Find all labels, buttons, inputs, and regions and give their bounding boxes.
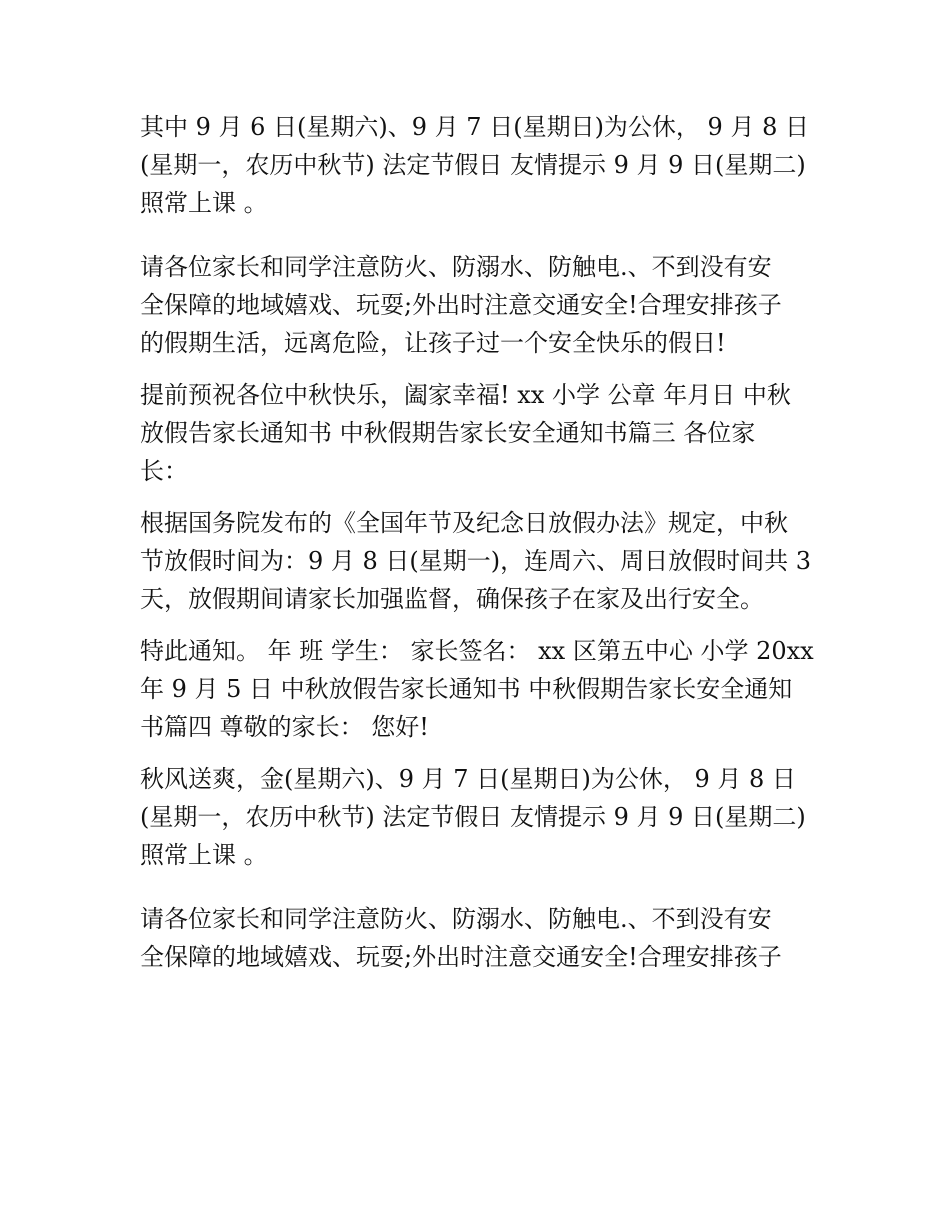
paragraph-greeting-and-section-three [140, 376, 820, 490]
text-line: 长： [140, 457, 188, 485]
paragraph-autumn-schedule [140, 760, 820, 874]
document-body [140, 108, 820, 976]
paragraph-safety-reminder-repeat [140, 900, 820, 976]
text-line: 照常上课 。 [140, 841, 268, 869]
paragraph-holiday-schedule [140, 108, 820, 222]
text-line: 秋风送爽，金(星期六)、9 月 7 日(星期日)为公休， 9 月 8 日 [140, 765, 796, 793]
text-line: 书篇四 尊敬的家长： 您好! [140, 713, 429, 741]
text-line: 的假期生活，远离危险，让孩子过一个安全快乐的假日! [140, 329, 726, 357]
text-line: (星期一，农历中秋节) 法定节假日 友情提示 9 月 9 日(星期二) [140, 151, 806, 179]
text-line: 特此通知。 年 班 学生： 家长签名： xx 区第五中心 小学 20xx [140, 637, 814, 665]
text-line: 请各位家长和同学注意防火、防溺水、防触电.、不到没有安 [140, 905, 772, 933]
text-line: 根据国务院发布的《全国年节及纪念日放假办法》规定，中秋 [140, 509, 788, 537]
text-line: 照常上课 。 [140, 189, 268, 217]
paragraph-state-council-rules [140, 504, 820, 618]
text-line: 年 9 月 5 日 中秋放假告家长通知书 中秋假期告家长安全通知 [140, 675, 793, 703]
paragraph-safety-reminder [140, 248, 820, 362]
text-line: 全保障的地域嬉戏、玩耍;外出时注意交通安全!合理安排孩子 [140, 943, 782, 971]
text-line: 放假告家长通知书 中秋假期告家长安全通知书篇三 各位家 [140, 419, 756, 447]
text-line: 全保障的地域嬉戏、玩耍;外出时注意交通安全!合理安排孩子 [140, 291, 782, 319]
text-line: (星期一，农历中秋节) 法定节假日 友情提示 9 月 9 日(星期二) [140, 803, 806, 831]
text-line: 请各位家长和同学注意防火、防溺水、防触电.、不到没有安 [140, 253, 772, 281]
text-line: 节放假时间为：9 月 8 日(星期一)，连周六、周日放假时间共 3 [140, 547, 812, 575]
text-line: 其中 9 月 6 日(星期六)、9 月 7 日(星期日)为公休， 9 月 8 日 [140, 113, 809, 141]
text-line: 提前预祝各位中秋快乐，阖家幸福! xx 小学 公章 年月日 中秋 [140, 381, 791, 409]
text-line: 天，放假期间请家长加强监督，确保孩子在家及出行安全。 [140, 585, 764, 613]
paragraph-notice-signature [140, 632, 820, 746]
